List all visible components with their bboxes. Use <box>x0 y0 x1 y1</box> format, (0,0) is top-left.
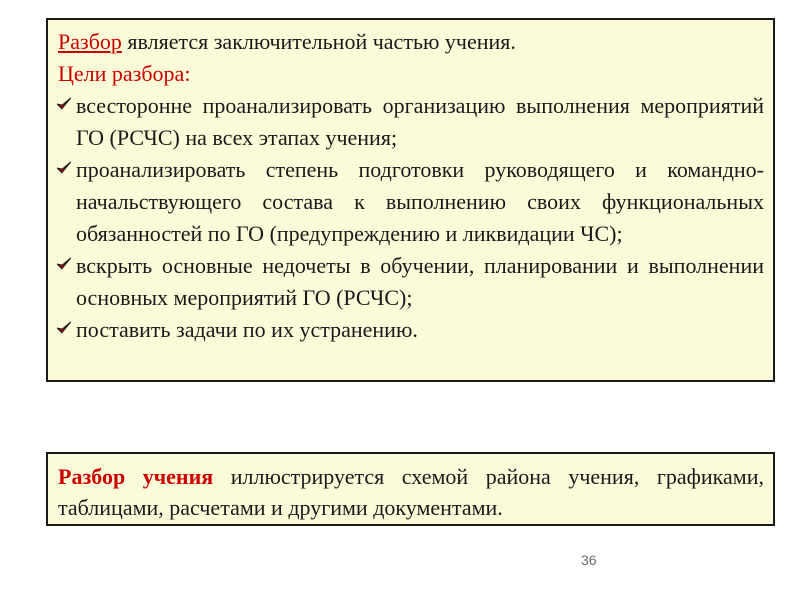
note-box <box>46 452 775 526</box>
goal-bullet <box>58 314 764 346</box>
goal-bullet <box>58 250 764 314</box>
checkmark-arrow-icon <box>56 90 74 122</box>
intro-text: является заключительной частью учения. <box>121 29 516 54</box>
goal-bullet-text: всесторонне проанализировать организацию выполнения мероприятий ГО (РСЧС) на всех этапах учения; <box>76 93 764 150</box>
intro-term: Разбор <box>58 29 122 54</box>
goal-bullet <box>58 90 764 154</box>
intro-line <box>58 26 764 58</box>
page-number: 36 <box>581 552 597 568</box>
checkmark-arrow-icon <box>56 250 74 282</box>
note-lead: Разбор учения <box>58 464 214 489</box>
goals-heading: Цели разбора: <box>58 61 191 86</box>
goal-bullet <box>58 154 764 250</box>
checkmark-arrow-icon <box>56 154 74 186</box>
note-rest: иллюстрируется схемой района учения, графиками, таблицами, расчетами и другими документами. <box>58 464 764 520</box>
goal-bullet-text: вскрыть основные недочеты в обучении, планировании и выполнении основных мероприятий ГО (РСЧС); <box>76 253 764 310</box>
goal-bullet-text: проанализировать степень подготовки руководящего и командно-начальствующего состава к выполнению своих функциональных обязанностей по ГО (предупреждению и ликвидации ЧС); <box>76 157 764 246</box>
goals-box <box>46 18 775 382</box>
checkmark-arrow-icon <box>56 314 74 346</box>
goal-bullet-text: поставить задачи по их устранению. <box>76 317 418 342</box>
note-text <box>58 461 764 523</box>
